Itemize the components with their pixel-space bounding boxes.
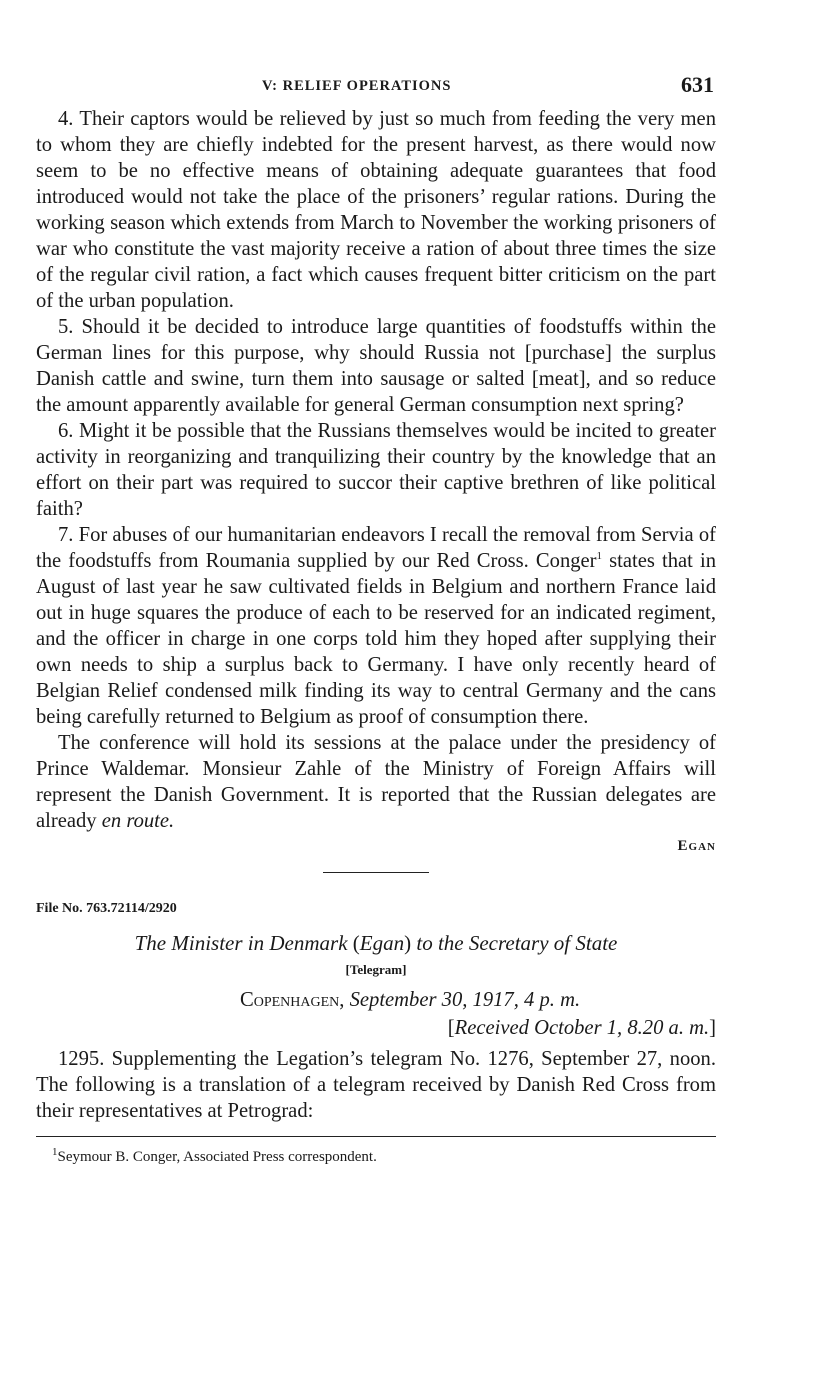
paragraph-6: 6. Might it be possible that the Russians themselves would be incited to greater activity in reorganizing and tranquilizing their country by the knowledge that an effort on their part was required to succor their captive brethren of like political faith? (36, 420, 716, 520)
received-bracket-open: [ (447, 1017, 455, 1039)
footnote-reference: 1 (596, 550, 603, 563)
title-part-2: to the Secretary of State (411, 931, 618, 955)
section-divider (323, 872, 429, 873)
running-head (36, 70, 716, 106)
section-title: V: RELIEF OPERATIONS (262, 78, 452, 94)
title-part-1: The Minister in Denmark (134, 931, 353, 955)
paragraph-7-end: states that in August of last year he saw cultivated fields in Belgium and northern France laid out in huge squares the produce of each to be reserved for an indicated regiment, and the officer in charge in one corps told him they hoped after supplying their own needs to ship a surplus back to Germany. I have only recently heard of Belgian Relief condensed milk finding its way to central Germany and the cans being carefully returned to Belgium as proof of consumption there. (36, 550, 716, 728)
received-text: Received October 1, 8.20 a. m. (454, 1017, 710, 1039)
dateline (36, 986, 716, 1014)
dateline-date: September 30, 1917, 4 p. m. (344, 989, 581, 1011)
paragraph-4: 4. Their captors would be relieved by just so much from feeding the very men to whom they are chiefly indebted for the present harvest, as there would now seem to be no effective means of obtaining adequate guarantees that food introduced would not take the place of the prisoners’ regular rations. During the working season which extends from March to November the working prisoners of war who constitute the vast majority receive a ration of about three times the size of the regular civil ration, a fact which causes frequent bitter criticism on the part of the urban population. (36, 108, 716, 312)
paragraph-7-start: 7. For abuses of our humanitarian endeavors I recall the removal from Servia of the foodstuffs from Roumania supplied by our Red Cross. Conger (36, 524, 716, 572)
signature-egan: Egan (677, 838, 716, 854)
en-route-italic: en route. (101, 810, 175, 832)
file-number: File No. 763.72114/2920 (36, 901, 177, 916)
received-note (36, 1014, 716, 1042)
telegram-body (36, 1046, 716, 1124)
dateline-place: Copenhagen, (240, 989, 345, 1011)
paragraph-5: 5. Should it be decided to introduce large quantities of foodstuffs within the German lines for this purpose, why should Russia not [purchase] the surplus Danish cattle and swine, turn them into sausage or salted [meat], and so reduce the amount apparently available for general German consumption next spring? (36, 316, 716, 416)
paragraph-conference-text: The conference will hold its sessions at the palace under the presidency of Prince Waldemar. Monsieur Zahle of the Ministry of Foreign Affairs will represent the Danish Government. It is reported that the Russian delegates are already (36, 732, 716, 832)
telegram-message: 1295. Supplementing the Legation’s telegram No. 1276, September 27, noon. The following is a translation of a telegram received by Danish Red Cross from their representatives at Petrograd: (36, 1048, 716, 1122)
footnote (36, 1146, 716, 1166)
title-paren-open: ( (352, 931, 360, 955)
page-number: 631 (681, 72, 714, 97)
paragraph-conference (36, 730, 716, 834)
footnote-marker: 1 (52, 1146, 58, 1158)
footnote-text: Seymour B. Conger, Associated Press correspondent. (57, 1149, 377, 1165)
document-page (36, 70, 716, 1166)
footnote-rule (36, 1136, 716, 1137)
telegram-label: [Telegram] (345, 962, 407, 977)
paragraph-7 (36, 522, 716, 730)
document-title (36, 931, 716, 956)
received-bracket-close: ] (709, 1017, 716, 1039)
body-text (36, 106, 716, 834)
title-paren-close: ) (404, 931, 412, 955)
title-name: Egan (359, 931, 405, 955)
